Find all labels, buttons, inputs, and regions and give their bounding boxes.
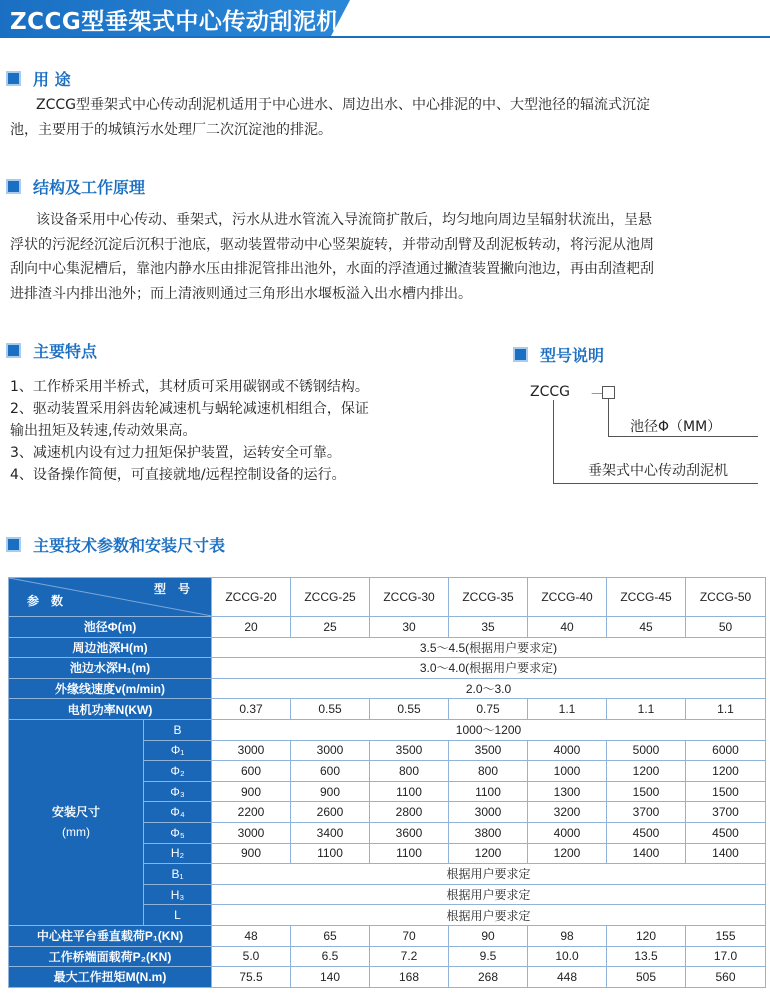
model-line-1 bbox=[608, 398, 609, 436]
table-cell: 505 bbox=[607, 967, 686, 988]
row-label: 中心柱平台垂直载荷P₁(KN) bbox=[9, 925, 212, 946]
table-cell: 2200 bbox=[212, 802, 291, 823]
row-label: 周边池深H(m) bbox=[9, 637, 212, 658]
structure-line-3: 刮向中心集泥槽后，靠池内静水压由排泥管排出池外，水面的浮渣通过撇渣装置撇向池边，再由刮渣耙刮 bbox=[10, 261, 654, 277]
table-cell: 1100 bbox=[291, 843, 370, 864]
install-group-label bbox=[9, 719, 144, 925]
table-cell: 900 bbox=[212, 843, 291, 864]
corner-model-label: 型 号 bbox=[154, 582, 191, 596]
model-dash: － bbox=[590, 387, 604, 403]
row-label: 池边水深H₁(m) bbox=[9, 658, 212, 679]
table-cell-span: 根据用户要求定 bbox=[212, 905, 766, 926]
table-cell-span: 1000～1200 bbox=[212, 719, 766, 740]
section-structure-header bbox=[6, 175, 145, 198]
table-cell: 1200 bbox=[449, 843, 528, 864]
table-cell: 20 bbox=[212, 617, 291, 638]
table-cell: 268 bbox=[449, 967, 528, 988]
table-cell: 3700 bbox=[686, 802, 766, 823]
install-unit: (mm) bbox=[62, 825, 90, 840]
model-name: 垂架式中心传动刮泥机 bbox=[588, 463, 728, 479]
table-cell: 40 bbox=[528, 617, 607, 638]
table-cell: 50 bbox=[686, 617, 766, 638]
table-cell: 98 bbox=[528, 925, 607, 946]
row-sublabel: H₂ bbox=[144, 843, 212, 864]
table-cell: 1100 bbox=[370, 843, 449, 864]
table-cell: 0.75 bbox=[449, 699, 528, 720]
table-cell: 1400 bbox=[686, 843, 766, 864]
table-cell: 1200 bbox=[607, 761, 686, 782]
table-col-model: ZCCG-40 bbox=[528, 578, 607, 617]
table-row bbox=[9, 967, 766, 988]
usage-line-1: ZCCG型垂架式中心传动刮泥机适用于中心进水、周边出水、中心排泥的中、大型池径的辐流式沉淀 bbox=[36, 97, 650, 113]
table-cell: 1000 bbox=[528, 761, 607, 782]
section-features-header bbox=[6, 339, 97, 362]
table-cell: 3000 bbox=[291, 740, 370, 761]
table-cell: 48 bbox=[212, 925, 291, 946]
row-label: 外缘线速度v(m/min) bbox=[9, 678, 212, 699]
install-label: 安装尺寸 bbox=[51, 805, 100, 820]
structure-paragraph bbox=[10, 208, 762, 306]
feature-item-4: 4、设备操作简便，可直接就地/远程控制设备的运行。 bbox=[10, 467, 346, 483]
structure-line-4: 进排渣斗内排出池外；而上清液则通过三角形出水堰板溢入出水槽内排出。 bbox=[10, 285, 472, 302]
table-cell-span: 3.0～4.0(根据用户要求定) bbox=[212, 658, 766, 679]
table-cell: 3000 bbox=[449, 802, 528, 823]
table-cell: 6000 bbox=[686, 740, 766, 761]
title-underline bbox=[0, 36, 770, 38]
table-cell: 1100 bbox=[370, 781, 449, 802]
table-cell: 7.2 bbox=[370, 946, 449, 967]
table-cell: 3800 bbox=[449, 822, 528, 843]
table-row bbox=[9, 658, 766, 679]
table-row bbox=[9, 946, 766, 967]
table-row bbox=[9, 578, 766, 617]
table-cell: 90 bbox=[449, 925, 528, 946]
table-cell: 25 bbox=[291, 617, 370, 638]
table-cell: 0.55 bbox=[370, 699, 449, 720]
bullet-square-icon bbox=[6, 179, 21, 194]
table-cell-span: 3.5～4.5(根据用户要求定) bbox=[212, 637, 766, 658]
table-cell: 17.0 bbox=[686, 946, 766, 967]
table-row bbox=[9, 719, 766, 740]
section-usage-title: 用 途 bbox=[33, 70, 71, 89]
table-cell: 1200 bbox=[686, 761, 766, 782]
table-cell: 1500 bbox=[607, 781, 686, 802]
section-model-header bbox=[513, 343, 604, 366]
table-cell: 1100 bbox=[449, 781, 528, 802]
row-sublabel: Φ₃ bbox=[144, 781, 212, 802]
table-cell: 1.1 bbox=[607, 699, 686, 720]
feature-item-2: 2、驱动装置采用斜齿轮减速机与蜗轮减速机相组合，保证 bbox=[10, 401, 369, 417]
table-cell: 3000 bbox=[212, 822, 291, 843]
table-cell: 3500 bbox=[449, 740, 528, 761]
table-row bbox=[9, 925, 766, 946]
section-table-title: 主要技术参数和安装尺寸表 bbox=[33, 536, 226, 555]
table-cell: 4000 bbox=[528, 822, 607, 843]
section-usage-header bbox=[6, 67, 71, 90]
table-cell: 70 bbox=[370, 925, 449, 946]
table-cell: 65 bbox=[291, 925, 370, 946]
bullet-square-icon bbox=[6, 343, 21, 358]
table-cell: 3700 bbox=[607, 802, 686, 823]
table-cell: 0.55 bbox=[291, 699, 370, 720]
structure-line-2: 浮状的污泥经沉淀后沉积于池底，驱动装置带动中心竖架旋转，并带动刮臂及刮泥板转动，将污泥从池周 bbox=[10, 236, 654, 253]
row-label: 最大工作扭矩M(N.m) bbox=[9, 967, 212, 988]
table-cell: 1300 bbox=[528, 781, 607, 802]
row-sublabel: Φ₄ bbox=[144, 802, 212, 823]
page-title: ZCCG型垂架式中心传动刮泥机 bbox=[10, 9, 340, 35]
table-cell: 3400 bbox=[291, 822, 370, 843]
table-cell: 800 bbox=[370, 761, 449, 782]
table-cell: 1400 bbox=[607, 843, 686, 864]
table-cell: 30 bbox=[370, 617, 449, 638]
table-cell: 35 bbox=[449, 617, 528, 638]
table-cell: 140 bbox=[291, 967, 370, 988]
table-col-model: ZCCG-30 bbox=[370, 578, 449, 617]
table-cell: 560 bbox=[686, 967, 766, 988]
row-label: 电机功率N(KW) bbox=[9, 699, 212, 720]
table-cell: 120 bbox=[607, 925, 686, 946]
table-cell: 5000 bbox=[607, 740, 686, 761]
table-cell: 600 bbox=[212, 761, 291, 782]
table-cell: 900 bbox=[291, 781, 370, 802]
table-col-model: ZCCG-45 bbox=[607, 578, 686, 617]
table-row bbox=[9, 617, 766, 638]
table-col-model: ZCCG-25 bbox=[291, 578, 370, 617]
table-cell: 600 bbox=[291, 761, 370, 782]
section-features-title: 主要特点 bbox=[33, 342, 98, 361]
table-cell: 3600 bbox=[370, 822, 449, 843]
row-label: 池径Φ(m) bbox=[9, 617, 212, 638]
table-cell: 168 bbox=[370, 967, 449, 988]
title-bar bbox=[0, 0, 770, 38]
table-cell-span: 2.0～3.0 bbox=[212, 678, 766, 699]
row-sublabel: L bbox=[144, 905, 212, 926]
features-list bbox=[10, 376, 430, 486]
section-structure-title: 结构及工作原理 bbox=[33, 178, 146, 197]
section-table-header bbox=[6, 533, 225, 556]
model-line-2 bbox=[553, 400, 554, 483]
table-cell: 3200 bbox=[528, 802, 607, 823]
bullet-square-icon bbox=[513, 347, 528, 362]
table-cell: 1200 bbox=[528, 843, 607, 864]
section-model-title: 型号说明 bbox=[540, 346, 605, 365]
table-col-model: ZCCG-50 bbox=[686, 578, 766, 617]
table-cell: 1.1 bbox=[686, 699, 766, 720]
table-row bbox=[9, 699, 766, 720]
table-cell: 155 bbox=[686, 925, 766, 946]
model-line-1h bbox=[608, 436, 758, 437]
table-cell: 448 bbox=[528, 967, 607, 988]
table-cell-span: 根据用户要求定 bbox=[212, 864, 766, 885]
table-cell: 0.37 bbox=[212, 699, 291, 720]
table-cell: 4500 bbox=[607, 822, 686, 843]
row-sublabel: Φ₂ bbox=[144, 761, 212, 782]
model-code: ZCCG bbox=[530, 384, 570, 400]
feature-item-3: 3、减速机内设有过力扭矩保护装置，运转安全可靠。 bbox=[10, 445, 341, 461]
table-cell-span: 根据用户要求定 bbox=[212, 884, 766, 905]
row-sublabel: B₁ bbox=[144, 864, 212, 885]
usage-line-2: 池，主要用于的城镇污水处理厂二次沉淀池的排泥。 bbox=[10, 121, 332, 138]
table-col-model: ZCCG-35 bbox=[449, 578, 528, 617]
table-cell: 9.5 bbox=[449, 946, 528, 967]
table-cell: 2600 bbox=[291, 802, 370, 823]
row-label: 工作桥端面载荷P₂(KN) bbox=[9, 946, 212, 967]
structure-line-1: 该设备采用中心传动、垂架式，污水从进水管流入导流筒扩散后，均匀地向周边呈辐射状流出，呈悬 bbox=[36, 212, 652, 228]
row-sublabel: Φ₁ bbox=[144, 740, 212, 761]
table-cell: 3500 bbox=[370, 740, 449, 761]
row-sublabel: H₃ bbox=[144, 884, 212, 905]
table-cell: 13.5 bbox=[607, 946, 686, 967]
table-cell: 5.0 bbox=[212, 946, 291, 967]
table-cell: 800 bbox=[449, 761, 528, 782]
table-cell: 1500 bbox=[686, 781, 766, 802]
table-col-model: ZCCG-20 bbox=[212, 578, 291, 617]
model-diameter: 池径Φ（MM） bbox=[630, 419, 722, 435]
bullet-square-icon bbox=[6, 537, 21, 552]
usage-paragraph bbox=[10, 93, 762, 142]
feature-item-2-cont: 输出扭矩及转速,传动效果高。 bbox=[10, 423, 197, 439]
table-cell: 45 bbox=[607, 617, 686, 638]
table-row bbox=[9, 637, 766, 658]
table-cell: 6.5 bbox=[291, 946, 370, 967]
feature-item-1: 1、工作桥采用半桥式，其材质可采用碳钢或不锈钢结构。 bbox=[10, 379, 369, 395]
spec-table bbox=[8, 577, 766, 988]
row-sublabel: B bbox=[144, 719, 212, 740]
table-cell: 10.0 bbox=[528, 946, 607, 967]
table-cell: 75.5 bbox=[212, 967, 291, 988]
table-cell: 3000 bbox=[212, 740, 291, 761]
corner-param-label: 参 数 bbox=[27, 594, 64, 608]
table-row bbox=[9, 678, 766, 699]
bullet-square-icon bbox=[6, 71, 21, 86]
table-cell: 4500 bbox=[686, 822, 766, 843]
table-cell: 1.1 bbox=[528, 699, 607, 720]
row-sublabel: Φ₅ bbox=[144, 822, 212, 843]
table-cell: 4000 bbox=[528, 740, 607, 761]
table-cell: 2800 bbox=[370, 802, 449, 823]
model-line-2h bbox=[553, 483, 758, 484]
table-corner-header bbox=[9, 578, 212, 617]
table-cell: 900 bbox=[212, 781, 291, 802]
